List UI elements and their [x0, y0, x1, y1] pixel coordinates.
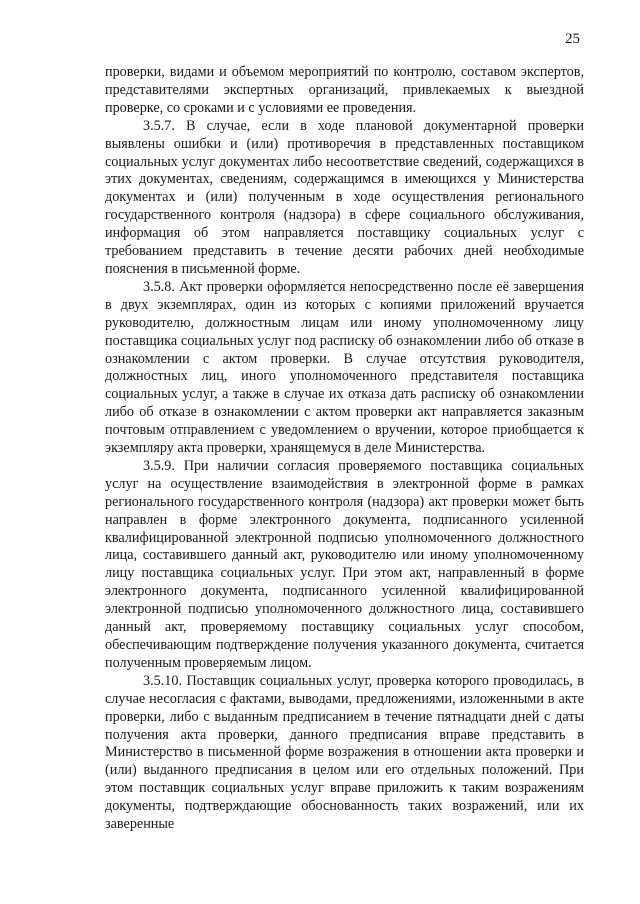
paragraph-3-5-8 — [105, 279, 584, 458]
paragraph-text: проверки, видами и объемом мероприятий по контролю, составом экспертов, представителями экспертных организаций, привлекаемых к выездной проверке, со сроками и с условиями ее проведения. — [105, 64, 584, 116]
paragraph-text: Поставщик социальных услуг, проверка которого проводилась, в случае несогласия с фактами, выводами, предложениями, изложенными в акте проверки, либо с выданным предписанием в течение пятнадцати дней с даты получения акта проверки, данного предписания вправе представить в Министерство в письменной форме возражения в отношении акта проверки и (или) выданного предписания в целом или его отдельных положений. При этом поставщик социальных услуг вправе приложить к таким возражениям документы, подтверждающие обоснованность таких возражений, или их заверенные — [105, 672, 584, 833]
paragraph-number: 3.5.9. — [143, 457, 175, 474]
paragraph-number: 3.5.10. — [143, 672, 183, 689]
paragraph-text: Акт проверки оформляется непосредственно после её завершения в двух экземплярах, один из которых с копиями приложений вручается руководителю, должностным лицам или иному уполномоченному лицу поставщика социальных услуг под расписку об ознакомлении либо об отказе в ознакомлении с актом проверки. В случае отсутствия руководителя, должностных лиц, иного уполномоченного представителя поставщика социальных услуг, а также в случае их отказа дать расписку об ознакомлении либо об отказе в ознакомлении с актом проверки акт направляется заказным почтовым отправлением с уведомлением о вручении, которое приобщается к экземпляру акта проверки, хранящемуся в деле Министерства. — [105, 278, 584, 457]
paragraph-3-5-9 — [105, 458, 584, 673]
paragraph-number: 3.5.7. — [143, 117, 175, 134]
document-body — [105, 64, 584, 834]
page-number: 25 — [565, 31, 580, 47]
paragraph-text: В случае, если в ходе плановой документарной проверки выявлены ошибки и (или) противоречия в представленных поставщиком социальных услуг документах либо несоответствие сведений, содержащихся в этих документах, сведениям, содержащимся в имеющихся у Министерства документах и (или) полученным в ходе осуществления регионального государственного контроля (надзора) в сфере социального обслуживания, информация об этом направляется поставщику социальных услуг с требованием представить в течение десяти рабочих дней необходимые пояснения в письменной форме. — [105, 117, 584, 277]
paragraph-text: При наличии согласия проверяемого поставщика социальных услуг на осуществление взаимодействия в электронной форме в рамках регионального государственного контроля (надзора) акт проверки может быть направлен в форме электронного документа, подписанного усиленной квалифицированной электронной подписью уполномоченного должностного лица, составившего данный акт, руководителю или иному уполномоченному лицу поставщика социальных услуг. При этом акт, направленный в форме электронного документа, подписанного усиленной квалифицированной электронной подписью уполномоченного должностного лица, составившего данный акт, проверяемому поставщику социальных услуг способом, обеспечивающим подтверждение получения указанного документа, считается полученным проверяемым лицом. — [105, 457, 584, 671]
paragraph-3-5-10 — [105, 673, 584, 834]
paragraph-continuation — [105, 64, 584, 118]
paragraph-3-5-7 — [105, 118, 584, 279]
paragraph-number: 3.5.8. — [143, 278, 175, 295]
